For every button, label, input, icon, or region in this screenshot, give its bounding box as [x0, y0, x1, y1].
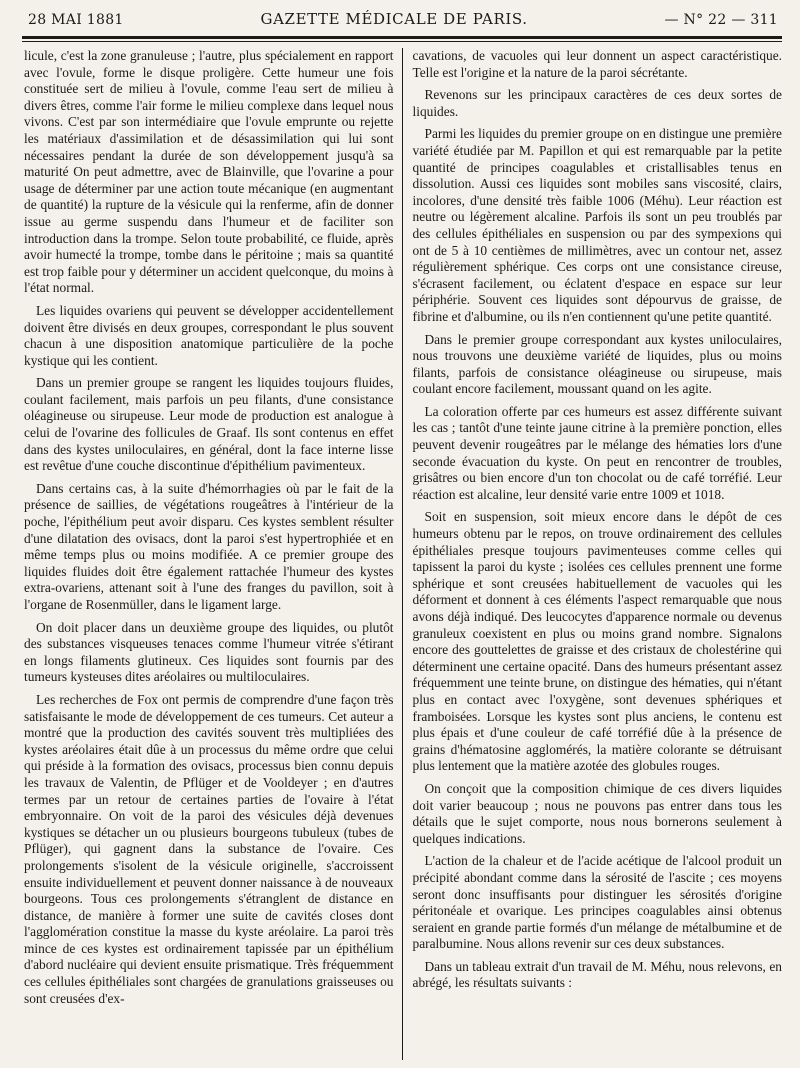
- paragraph: La coloration offerte par ces humeurs est assez différente suivant les cas ; tantôt d'une teinte jaune citrine à la première ponction, elles peuvent devenir rougeâtres par le mélange des hématies lors d'une seconde évacuation du kyste. On peut en rencontrer de troubles, grisâtres ou bien encore d'un ton chocolat ou de café torréfié. Leur réaction est alcaline, leur densité varie entre 1009 et 1018.: [412, 403, 782, 502]
- paragraph: Dans le premier groupe correspondant aux kystes uniloculaires, nous trouvons une deuxième variété de liquides, plus ou moins filants, parfois de consistance oléagineuse ou sirupeuse, mais coulant encore facilement, moussant quand on les agite.: [412, 331, 782, 397]
- paragraph: Soit en suspension, soit mieux encore dans le dépôt de ces humeurs obtenu par le repos, on trouve ordinairement des cellules épithéliales presque toujours pavimenteuses comme celles qui tapissent la paroi du kyste ; isolées ces cellules prennent une forme sphérique et sont creusées habituellement de vacuoles qui les déforment et donnent à ces éléments l'aspect remarquable que nous avons déjà indiqué. Des leucocytes d'apparence normale ou devenus granuleux coexistent en plus ou moins grand nombre. Signalons encore des gouttelettes de graisse et des cristaux de cholestérine qui déterminent une certaine opacité. Dans des humeurs présentant assez fréquemment une teinte brune, on distingue des hématies, qui n'étant plus en contact avec l'oxygène, sont devenues sphériques et framboisées. Lorsque les kystes sont plus anciens, le contenu est plus épais et d'une couleur de café torréfié dûe à la présence de grains d'hématosine agglomérés, la matière colorante se détruisant plus lentement que la matière azotée des globules rouges.: [412, 509, 782, 774]
- paragraph: On doit placer dans un deuxième groupe des liquides, ou plutôt des substances visqueuses tenaces comme l'humeur vitrée s'étirant en longs filaments glutineux. Ces liquides sont fournis par des tumeurs kysteuses dites aréolaires ou multiloculaires.: [24, 619, 394, 685]
- paragraph: Les recherches de Fox ont permis de comprendre d'une façon très satisfaisante le mode de développement de ces tumeurs. Cet auteur a montré que la production des cavités souvent très multipliées des kystes aréolaires était dûe à un processus du même ordre que celui qui préside à la formation des ovisacs, processus bien connu depuis les travaux de Valentin, de Pflüger et de Vooldeyer ; en d'autres termes par un retour de certaines parties de l'ovaire à l'état embryonnaire. On voit de la paroi des vésicules déjà devenues kystiques se détacher un ou plusieurs bourgeons tubuleux (tubes de Pflüger), qui gagnent dans la substance de l'ovaire. Ces prolongements s'isolent de la vésicule originelle, s'accroissent ensuite individuellement et peuvent donner naissance à de nouveaux bourgeons. Tous ces prolongements s'étranglent de distance en distance, de manière à former une suite de cavités closes dont l'agglomération constitue la masse du kyste aréolaire. La paroi très mince de ces kystes est ordinairement tapissée par un épithélium d'abord nucléaire qui devient ensuite prismatique. Très fréquemment ces cellules épithéliales sont chargées de granulations graisseuses ou sont creusées d'ex-: [24, 691, 394, 1006]
- paragraph: Dans un tableau extrait d'un travail de M. Méhu, nous relevons, en abrégé, les résultats suivants :: [412, 958, 782, 991]
- issue-date: 28 MAI 1881: [28, 12, 124, 28]
- paragraph: cavations, de vacuoles qui leur donnent un aspect caractéristique. Telle est l'origine et la nature de la paroi sécrétante.: [412, 48, 782, 80]
- page-number: — N° 22 — 311: [664, 12, 778, 28]
- paragraph: Parmi les liquides du premier groupe on en distingue une première variété étudiée par M. Papillon et qui est remarquable par la petite quantité de principes coagulables et cristallisables tenus en dissolution. Aussi ces liquides sont mobiles sans viscosité, clairs, incolores, d'une densité très faible 1006 (Méhu). Leur réaction est neutre ou légèrement alcaline. Parfois ils sont un peu troublés par des cellules épithéliales en suspension ou par des sympexions qui ont de 5 à 10 centièmes de millimètres, avec un contour net, assez régulièrement sphérique. Ces corps ont une consistance cireuse, s'écrasent facilement, ou éclatent d'espace en espace sur leur périphérie. Souvent ces liquides sont dépourvus de graisse, de fibrine et d'albumine, ou ils n'en contiennent qu'une petite quantité.: [412, 126, 782, 324]
- paragraph: Dans certains cas, à la suite d'hémorrhagies où par le fait de la présence de saillies, de végétations rougeâtres à l'intérieur de la poche, l'épithélium peut avoir disparu. Ces kystes semblent résulter d'une dilatation des ovisacs, dont la paroi s'est hypertrophiée et en même temps plus ou moins modifiée. A ce premier groupe des liquides fluides doit être également rattachée l'humeur des kystes extra-ovariens, attenant soit à l'une des franges du pavillon, soit à l'organe de Rosenmüller, dans le ligament large.: [24, 480, 394, 612]
- paragraph: licule, c'est la zone granuleuse ; l'autre, plus spécialement en rapport avec l'ovule, forme le disque proligère. Cette humeur une fois constituée sert de milieu à l'ovule, comme l'eau sert de milieu à divers êtres, comme l'air forme le milieu complexe dans lequel nous vivons. C'est par son intermédiaire que l'ovule emprunte ou rejette les matériaux d'assimilation et de désassimilation qui lui sont nécessaires pendant la durée de son développement jusqu'à sa maturité On peut admettre, avec de Blainville, que l'ovarine a pour usage de déterminer par une action toute mécanique (en augmentant de quantité) la rupture de la vésicule qui la renferme, afin de donner issue au germe suspendu dans l'humeur et de faciliter son introduction dans la trompe. Selon toute probabilité, ce fluide, après avoir humecté la trompe, tombe dans le péritoine ; mais sa quantité est trop faible pour y déterminer un accident quelconque, du moins à l'état normal.: [24, 48, 394, 296]
- left-column: [24, 48, 402, 1060]
- paragraph: On conçoit que la composition chimique de ces divers liquides doit varier beaucoup ; nous ne pouvons pas entrer dans tous les détails que le sujet comporte, nous nous bornerons seulement à quelques indications.: [412, 780, 782, 846]
- paragraph: Dans un premier groupe se rangent les liquides toujours fluides, coulant facilement, mais parfois un peu filants, d'une consistance oléagineuse ou sirupeuse. Leur mode de production est analogue à celui de l'ovarine des follicules de Graaf. Ils sont contenus en effet dans des kystes uniloculaires, en général, dont la face interne lisse est revêtue d'une couche discontinue d'épithélium pavimenteux.: [24, 375, 394, 474]
- article-body: [24, 48, 782, 1060]
- right-column: [403, 48, 783, 1060]
- paragraph: Les liquides ovariens qui peuvent se développer accidentellement doivent être divisés en deux groupes, correspondant le plus souvent chacun à une disposition anatomique particulière de la poche kystique qui les contient.: [24, 302, 394, 368]
- paragraph: L'action de la chaleur et de l'acide acétique de l'alcool produit un précipité abondant comme dans la sérosité de l'ascite ; ces moyens seront donc insuffisants pour distinguer les sérosités d'origine péritonéale et ovarique. Les principes coagulables ainsi obtenus seraient en grande partie formés d'un mélange de métalbumine et de paralbumine. Nous allons revenir sur ces deux substances.: [412, 853, 782, 952]
- paragraph: Revenons sur les principaux caractères de ces deux sortes de liquides.: [412, 87, 782, 119]
- page-header: [28, 10, 778, 32]
- journal-title: GAZETTE MÉDICALE DE PARIS.: [260, 10, 528, 28]
- header-rule: [22, 36, 782, 42]
